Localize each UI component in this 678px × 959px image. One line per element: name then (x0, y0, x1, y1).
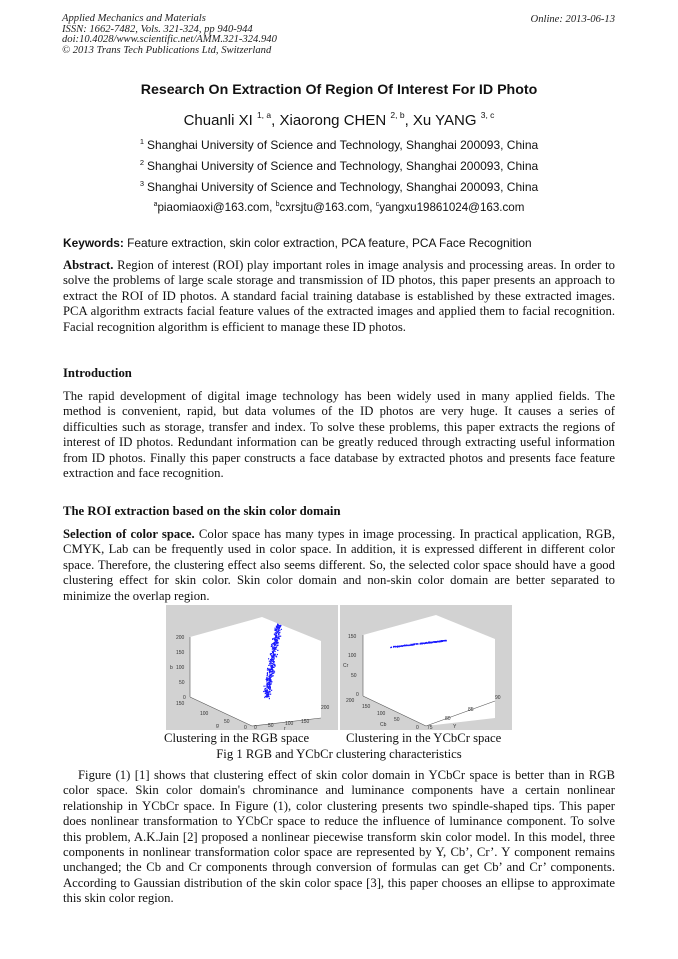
x-tick-label: 80 (445, 716, 451, 722)
data-point (414, 643, 415, 644)
data-point (419, 643, 420, 644)
data-point (265, 693, 266, 694)
x-tick-label: 50 (268, 723, 274, 729)
data-point (269, 685, 270, 686)
data-point (436, 641, 437, 642)
data-point (395, 646, 396, 647)
data-point (277, 640, 278, 641)
data-point (265, 688, 266, 689)
data-point (271, 646, 272, 647)
data-point (265, 691, 266, 692)
z-tick-label: 150 (348, 634, 357, 640)
email-mark: b (275, 201, 280, 208)
data-point (276, 626, 277, 627)
data-point (393, 646, 394, 647)
data-point (279, 630, 280, 631)
data-point (444, 640, 445, 641)
data-point (270, 659, 271, 660)
rgb-subcaption: Clustering in the RGB space (164, 731, 310, 745)
data-point (274, 638, 275, 639)
data-point (272, 639, 273, 640)
data-point (405, 645, 406, 646)
data-point (269, 677, 270, 678)
data-point (274, 649, 275, 650)
rgb-scatter-3d (166, 605, 338, 730)
data-point (267, 689, 268, 690)
subheading-color-space: Selection of color space. (63, 527, 195, 541)
data-point (276, 629, 277, 630)
data-point (273, 653, 274, 654)
y-tick-label: 0 (244, 725, 247, 730)
data-point (280, 625, 281, 626)
author-name: Xiaorong CHEN (279, 112, 387, 129)
x-tick-label: 85 (468, 707, 474, 713)
data-point (272, 643, 273, 644)
z-tick-label: 50 (179, 680, 185, 686)
data-point (279, 632, 280, 633)
data-point (263, 691, 264, 692)
x-tick-label: 0 (254, 725, 257, 730)
data-point (272, 669, 273, 670)
data-point (277, 645, 278, 646)
data-point (270, 664, 271, 665)
data-point (275, 639, 276, 640)
data-point (275, 641, 276, 642)
data-point (270, 662, 271, 663)
data-point (268, 678, 269, 679)
x-tick-label: 75 (427, 725, 433, 730)
data-point (271, 681, 272, 682)
data-point (276, 656, 277, 657)
y-tick-label: 100 (377, 711, 386, 717)
data-point (278, 642, 279, 643)
data-point (271, 653, 272, 654)
data-point (267, 669, 268, 670)
data-point (273, 655, 274, 656)
data-point (269, 682, 270, 683)
z-tick-label: 0 (183, 695, 186, 701)
data-point (267, 687, 268, 688)
data-point (270, 671, 271, 672)
y-tick-label: 50 (394, 717, 400, 723)
data-point (272, 651, 273, 652)
data-point (441, 640, 442, 641)
rgb-cluster-plot (166, 605, 338, 730)
y-tick-label: 150 (176, 701, 185, 707)
data-point (407, 645, 408, 646)
y-tick-label: 0 (416, 725, 419, 730)
data-point (270, 680, 271, 681)
data-point (271, 690, 272, 691)
data-point (270, 687, 271, 688)
data-point (391, 647, 392, 648)
data-point (277, 643, 278, 644)
data-point (280, 636, 281, 637)
keywords-text: Feature extraction, skin color extraction, PCA feature, PCA Face Recognition (123, 236, 532, 250)
data-point (268, 691, 269, 692)
keywords (63, 236, 532, 250)
data-point (279, 635, 280, 636)
data-point (264, 697, 265, 698)
journal-name: Applied Mechanics and Materials (62, 13, 206, 24)
author-separator: , (404, 112, 413, 129)
author-affiliation-mark: 1, a (256, 110, 272, 120)
data-point (269, 661, 270, 662)
affiliation (0, 159, 678, 173)
email-mark: c (375, 201, 380, 208)
data-point (274, 642, 275, 643)
data-point (268, 658, 269, 659)
data-point (276, 634, 277, 635)
data-point (276, 636, 277, 637)
data-point (264, 686, 265, 687)
affiliation-number: 3 (139, 179, 144, 188)
data-point (434, 641, 435, 642)
data-point (269, 698, 270, 699)
z-tick-label: 100 (176, 665, 185, 671)
data-point (267, 694, 268, 695)
data-point (272, 667, 273, 668)
data-point (268, 684, 269, 685)
affiliation (0, 138, 678, 152)
data-point (274, 634, 275, 635)
data-point (412, 644, 413, 645)
x-tick-label: 100 (285, 721, 294, 727)
data-point (268, 687, 269, 688)
z-tick-label: 200 (176, 635, 185, 641)
data-point (266, 680, 267, 681)
figure-caption: Fig 1 RGB and YCbCr clustering characteristics (216, 747, 462, 761)
plot-box-face (190, 617, 321, 726)
data-point (266, 678, 267, 679)
ycbcr-cluster-plot (340, 605, 512, 730)
email-separator: , (369, 201, 376, 214)
data-point (278, 625, 279, 626)
data-point (267, 673, 268, 674)
data-point (275, 632, 276, 633)
z-tick-label: 50 (351, 673, 357, 679)
data-point (276, 637, 277, 638)
introduction-paragraph: The rapid development of digital image technology has been widely used in many applied fields. The method is convenient, rapid, but data volumes of the ID photos are very huge. It causes a series of difficulties such as storage, transfer and index. To solve these problems, this paper extracts the regions of interest of ID photos. Redundant information can be greatly reduced through extracting useful information from ID photos. Finally this paper constructs a face database by extracted photos and presents face feature extraction and face recognition. (63, 389, 615, 481)
x-tick-label: 200 (321, 705, 330, 711)
data-point (277, 654, 278, 655)
data-point (270, 679, 271, 680)
keywords-label: Keywords: (63, 236, 124, 250)
data-point (267, 685, 268, 686)
email-address[interactable]: piaomiaoxi@163.com (157, 201, 270, 214)
z-axis-label: Cr (343, 663, 349, 669)
data-point (400, 646, 401, 647)
data-point (270, 669, 271, 670)
data-point (269, 676, 270, 677)
data-point (269, 689, 270, 690)
y-tick-label: 200 (346, 698, 355, 704)
copyright-line: © 2013 Trans Tech Publications Ltd, Switzerland (62, 44, 272, 56)
data-point (399, 646, 400, 647)
data-point (277, 650, 278, 651)
affiliation-text: Shanghai University of Science and Technology, Shanghai 200093, China (147, 180, 539, 194)
data-point (440, 641, 441, 642)
data-point (273, 646, 274, 647)
ycbcr-subcaption: Clustering in the YCbCr space (346, 731, 502, 745)
z-tick-label: 0 (356, 692, 359, 698)
data-point (278, 630, 279, 631)
data-point (273, 657, 274, 658)
data-point (278, 634, 279, 635)
z-tick-label: 150 (176, 650, 185, 656)
affiliation-text: Shanghai University of Science and Technology, Shanghai 200093, China (147, 138, 539, 152)
data-point (267, 675, 268, 676)
data-point (266, 696, 267, 697)
y-tick-label: 100 (200, 711, 209, 717)
data-point (275, 651, 276, 652)
data-point (278, 629, 279, 630)
issn-line: ISSN: 1662-7482, Vols. 321-324, pp 940-944 (62, 23, 253, 35)
data-point (279, 628, 280, 629)
data-point (266, 684, 267, 685)
online-date: Online: 2013-06-13 (530, 14, 615, 25)
doi-line[interactable]: doi:10.4028/www.scientific.net/AMM.321-324.940 (62, 34, 277, 46)
data-point (269, 675, 270, 676)
x-axis-label: r (284, 726, 286, 730)
paper-title: Research On Extraction Of Region Of Interest For ID Photo (140, 82, 538, 98)
data-point (397, 646, 398, 647)
email-separator: , (269, 201, 276, 214)
author-affiliation-mark: 2, b (390, 110, 405, 120)
color-space-text: Color space has many types in image processing. In practical application, RGB, CMYK, Lab can be frequently used in color space. In addition, it is expressed different in different color space. Therefore, the clustering effect also seems different. So, the selected color space should have a good clustering effect for skin color. Skin color domain and non-skin color domain are better separated to minimize the overlap region. (63, 527, 615, 603)
author-list (0, 112, 678, 129)
x-axis-label: Y (453, 724, 457, 730)
abstract (63, 258, 615, 335)
data-point (270, 691, 271, 692)
data-point (271, 659, 272, 660)
data-point (276, 632, 277, 633)
data-point (269, 671, 270, 672)
data-point (264, 690, 265, 691)
y-axis-label: Cb (380, 722, 387, 728)
data-point (418, 644, 419, 645)
data-point (279, 638, 280, 639)
data-point (277, 625, 278, 626)
data-point (273, 675, 274, 676)
data-point (430, 642, 431, 643)
email-mark: a (153, 201, 158, 208)
data-point (270, 684, 271, 685)
data-point (276, 647, 277, 648)
data-point (273, 672, 274, 673)
data-point (281, 629, 282, 630)
abstract-label: Abstract. (63, 258, 114, 272)
data-point (403, 645, 404, 646)
data-point (271, 663, 272, 664)
email-address[interactable]: yangxu19861024@163.com (379, 201, 525, 214)
x-tick-label: 150 (301, 719, 310, 725)
data-point (273, 648, 274, 649)
data-point (277, 638, 278, 639)
data-point (275, 665, 276, 666)
y-tick-label: 150 (362, 704, 371, 710)
email-address[interactable]: cxrsjtu@163.com (279, 201, 370, 214)
data-point (423, 643, 424, 644)
data-point (273, 659, 274, 660)
email-list (0, 201, 678, 214)
data-point (268, 665, 269, 666)
data-point (446, 640, 447, 641)
data-point (266, 686, 267, 687)
data-point (409, 645, 410, 646)
data-point (270, 694, 271, 695)
z-axis-label: b (170, 665, 173, 671)
section-heading-roi: The ROI extraction based on the skin color domain (63, 504, 341, 518)
data-point (267, 679, 268, 680)
y-axis-label: g (216, 723, 219, 729)
data-point (273, 670, 274, 671)
data-point (428, 642, 429, 643)
affiliation (0, 180, 678, 194)
affiliation-number: 1 (139, 137, 144, 146)
data-point (275, 644, 276, 645)
data-point (267, 668, 268, 669)
data-point (273, 661, 274, 662)
color-space-paragraph (63, 527, 615, 604)
data-point (274, 644, 275, 645)
data-point (275, 637, 276, 638)
author-name: Xu YANG (412, 112, 477, 129)
data-point (271, 676, 272, 677)
data-point (411, 644, 412, 645)
x-tick-label: 90 (495, 695, 501, 701)
section-heading-introduction: Introduction (63, 366, 132, 380)
data-point (268, 695, 269, 696)
data-point (426, 642, 427, 643)
author-name: Chuanli XI (183, 112, 253, 129)
data-point (425, 643, 426, 644)
affiliation-text: Shanghai University of Science and Technology, Shanghai 200093, China (147, 159, 539, 173)
y-tick-label: 50 (224, 719, 230, 725)
plot-box-face (363, 615, 495, 726)
data-point (276, 649, 277, 650)
data-point (421, 643, 422, 644)
data-point (276, 631, 277, 632)
data-point (275, 628, 276, 629)
affiliation-number: 2 (139, 158, 144, 167)
journal-header (62, 14, 277, 56)
discussion-paragraph: Figure (1) [1] shows that clustering effect of skin color domain in YCbCr space is better than in RGB color space. Skin color domain's chrominance and luminance components have a certain nonlinear relationship in YCbCr space. In Figure (1), color clustering presents two spindle-shaped tips. This paper does nonlinear transformation to YCbCr space to reduce the influence of luminance component. To solve this problem, A.K.Jain [2] proposed a nonlinear piecewise transform skin color model. In this model, three components in nonlinear transformation color space are represented by Y, Cb’, Cr’. Y component remains unchanged; the Cb and Cr components through conversion of formulas can get Cb’ and Cr’ components. According to Gaussian distribution of the skin color space [3], this paper chooses an ellipse to approximate this skin color region. (63, 768, 615, 906)
data-point (267, 683, 268, 684)
data-point (416, 643, 417, 644)
data-point (279, 627, 280, 628)
data-point (274, 664, 275, 665)
data-point (270, 666, 271, 667)
data-point (273, 654, 274, 655)
abstract-text: Region of interest (ROI) play important roles in image analysis and processing areas. In order to solve the problems of large scale storage and transmission of ID photos, this paper presents an approach to extract the ROI of ID photos. A standard facial training database is established by these extracted images. PCA algorithm extracts facial feature values of the extracted images and applied them to facial recognition. Facial recognition algorithm is efficient to manage these ID photos. (63, 258, 615, 334)
ycbcr-scatter-3d (340, 605, 512, 730)
author-separator: , (271, 112, 280, 129)
data-point (272, 656, 273, 657)
author-affiliation-mark: 3, c (480, 110, 495, 120)
z-tick-label: 100 (348, 653, 357, 659)
